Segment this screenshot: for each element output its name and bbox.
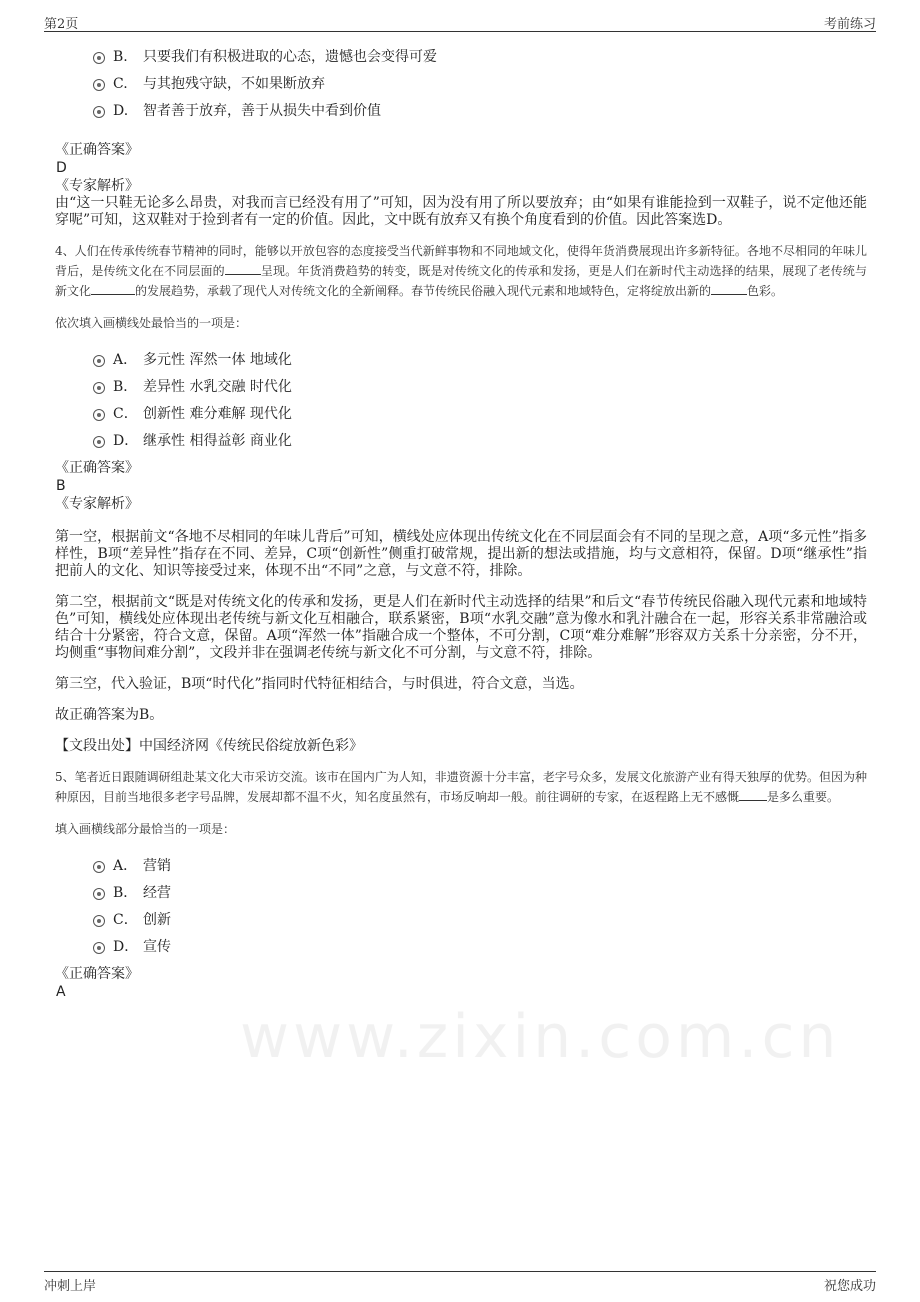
header-title: 考前练习 xyxy=(823,17,876,32)
option-a[interactable] xyxy=(54,347,867,374)
answer-value: D xyxy=(56,160,67,176)
option-text: 创新性 难分难解 现代化 xyxy=(143,406,292,422)
option-text: 继承性 相得益彰 商业化 xyxy=(143,433,292,449)
option-label: B． xyxy=(113,885,138,901)
option-c[interactable] xyxy=(54,401,867,428)
option-text: 创新 xyxy=(143,912,171,928)
option-text: 智者善于放弃，善于从损失中看到价值 xyxy=(143,103,381,119)
stem-part: 4、人们在传承传统春节精神的同时，能够以开放包容的态度接受当代新鲜事物和不同地域文化，使得年货消费展现出许多新特征。各地不尽相同的年味儿背后，是传统文化在不同层面的 xyxy=(55,244,867,278)
radio-button[interactable] xyxy=(93,52,105,64)
option-a[interactable] xyxy=(54,853,867,880)
analysis-text: 由“这一只鞋无论多么昂贵，对我而言已经没有用了”可知，因为没有用了所以要放弃；由“如果有谁能捡到一双鞋子，说不定他还能穿呢”可知，这双鞋对于捡到者有一定的价值。因此，文中既有放弃又有换个角度看到的价值。因此答案选D。 xyxy=(55,195,867,228)
question-stem xyxy=(55,767,867,807)
option-label: D． xyxy=(113,433,139,449)
blank-line xyxy=(711,281,747,295)
option-text: 经营 xyxy=(143,885,171,901)
option-b[interactable] xyxy=(54,880,867,907)
footer-right: 祝您成功 xyxy=(823,1279,876,1294)
option-text: 营销 xyxy=(143,858,171,874)
analysis-paragraph: 第一空，根据前文“各地不尽相同的年味儿背后”可知，横线处应体现出传统文化在不同层面会有不同的呈现之意，A项“多元性”指多样性，B项“差异性”指存在不同、差异，C项“创新性”侧重打破常规，提出新的想法或措施，均与文意相符，保留。D项“继承性”指把前人的文化、知识等接受过来，体现不出“不同”之意，与文意不符，排除。 xyxy=(55,529,867,579)
page-number: 第2页 xyxy=(44,17,79,32)
option-d[interactable] xyxy=(54,98,867,125)
analysis-heading: 《专家解析》 xyxy=(55,178,139,194)
source-note: 【文段出处】中国经济网《传统民俗绽放新色彩》 xyxy=(55,738,363,754)
stem-part: 的发展趋势，承载了现代人对传统文化的全新阐释。春节传统民俗融入现代元素和地域特色，定将绽放出新的 xyxy=(135,284,712,298)
option-label: D. xyxy=(113,103,129,119)
radio-button[interactable] xyxy=(93,888,105,900)
q4-options xyxy=(54,347,867,455)
option-d[interactable] xyxy=(54,934,867,961)
blank-line xyxy=(91,281,135,295)
option-text: 多元性 浑然一体 地域化 xyxy=(143,352,292,368)
option-label: A． xyxy=(113,352,138,368)
option-b[interactable] xyxy=(54,44,867,71)
option-label: C． xyxy=(113,406,138,422)
option-d[interactable] xyxy=(54,428,867,455)
question-prompt: 填入画横线部分最恰当的一项是： xyxy=(55,822,236,836)
answer-heading: 《正确答案》 xyxy=(55,460,139,476)
stem-part: 5、笔者近日跟随调研组赴某文化大市采访交流。该市在国内广为人知，非遗资源十分丰富，老字号众多，发展文化旅游产业有得天独厚的优势。但因为种种原因，目前当地很多老字号品牌，发展却都不温不火，知名度虽然有，市场反响却一般。前往调研的专家，在返程路上无不感慨 xyxy=(55,770,867,804)
question-prompt: 依次填入画横线处最恰当的一项是： xyxy=(55,316,248,330)
radio-button[interactable] xyxy=(93,382,105,394)
option-label: C． xyxy=(113,912,138,928)
page-header xyxy=(44,13,876,32)
stem-part: 色彩。 xyxy=(747,284,784,298)
blank-line xyxy=(225,261,261,275)
document-body xyxy=(55,44,867,1001)
option-c[interactable] xyxy=(54,71,867,98)
answer-value: B xyxy=(56,478,66,494)
stem-part: 呈现。年货消费趋势的转变，既是对传统文化的传承和发扬，更是人们在新时代主动选择的结果，展现了老传统与新文化 xyxy=(55,264,867,298)
option-label: B. xyxy=(113,49,128,65)
analysis-heading: 《专家解析》 xyxy=(55,496,139,512)
option-label: C. xyxy=(113,76,128,92)
analysis-paragraph: 第三空，代入验证，B项“时代化”指同时代特征相结合，与时俱进，符合文意，当选。 xyxy=(55,676,584,692)
radio-button[interactable] xyxy=(93,355,105,367)
stem-part: 是多么重要。 xyxy=(767,790,840,804)
radio-button[interactable] xyxy=(93,409,105,421)
question-stem xyxy=(55,241,867,301)
option-b[interactable] xyxy=(54,374,867,401)
option-c[interactable] xyxy=(54,907,867,934)
answer-value: A xyxy=(56,984,66,1000)
page-footer xyxy=(44,1271,876,1294)
option-text: 只要我们有积极进取的心态，遗憾也会变得可爱 xyxy=(143,49,437,65)
radio-button[interactable] xyxy=(93,106,105,118)
analysis-conclusion: 故正确答案为B。 xyxy=(55,707,164,723)
option-label: D． xyxy=(113,939,139,955)
radio-button[interactable] xyxy=(93,861,105,873)
q5-options xyxy=(54,853,867,961)
answer-heading: 《正确答案》 xyxy=(55,966,139,982)
watermark: www.zixin.com.cn xyxy=(240,1002,841,1072)
radio-button[interactable] xyxy=(93,436,105,448)
analysis-paragraph: 第二空，根据前文“既是对传统文化的传承和发扬，更是人们在新时代主动选择的结果”和后文“春节传统民俗融入现代元素和地域特色”可知，横线处应体现出老传统与新文化互相融合，联系紧密，B项“水乳交融”意为像水和乳汁融合在一起，形容关系非常融洽或结合十分紧密，符合文意，保留。A项“浑然一体”指融合成一个整体，不可分割，C项“难分难解”形容双方关系十分亲密，分不开，均侧重“事物间难分割”，文段并非在强调老传统与新文化不可分割，与文意不符，排除。 xyxy=(55,594,867,661)
option-label: B． xyxy=(113,379,138,395)
answer-heading: 《正确答案》 xyxy=(55,142,139,158)
option-label: A． xyxy=(113,858,138,874)
q3-options xyxy=(54,44,867,125)
radio-button[interactable] xyxy=(93,915,105,927)
blank-line xyxy=(739,787,767,801)
footer-left: 冲刺上岸 xyxy=(44,1279,97,1294)
radio-button[interactable] xyxy=(93,79,105,91)
option-text: 差异性 水乳交融 时代化 xyxy=(143,379,292,395)
radio-button[interactable] xyxy=(93,942,105,954)
option-text: 与其抱残守缺，不如果断放弃 xyxy=(143,76,325,92)
option-text: 宣传 xyxy=(143,939,171,955)
